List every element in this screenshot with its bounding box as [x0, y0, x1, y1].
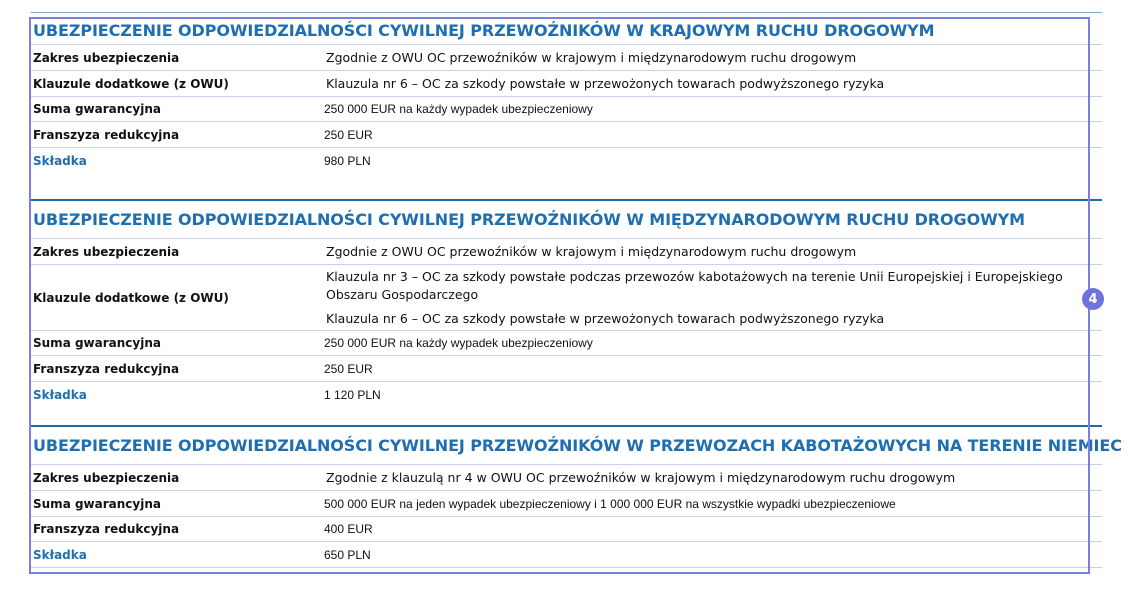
row-label: Składka — [33, 153, 87, 168]
table-row-skladka — [31, 381, 1102, 407]
row-label: Klauzule dodatkowe (z OWU) — [33, 290, 229, 305]
row-label: Zakres ubezpieczenia — [33, 470, 180, 485]
top-divider — [31, 12, 1102, 13]
section-title: UBEZPIECZENIE ODPOWIEDZIALNOŚCI CYWILNEJ PRZEWOŹNIKÓW W KRAJOWYM RUCHU DROGOWYM — [33, 21, 935, 40]
table-row-franszyza — [31, 121, 1102, 147]
row-label: Suma gwarancyjna — [33, 496, 161, 511]
table-row-zakres — [31, 44, 1102, 70]
row-label: Zakres ubezpieczenia — [33, 244, 180, 259]
row-label: Suma gwarancyjna — [33, 102, 161, 116]
section-title: UBEZPIECZENIE ODPOWIEDZIALNOŚCI CYWILNEJ PRZEWOŹNIKÓW W MIĘDZYNARODOWYM RUCHU DROGOWYM — [33, 210, 1025, 229]
row-value: 250 EUR — [324, 361, 373, 376]
row-value: 250 EUR — [324, 127, 373, 142]
table-row-franszyza — [31, 355, 1102, 381]
table-row-klauzule — [31, 70, 1102, 96]
klauzula-line: Klauzula nr 3 – OC za szkody powstałe podczas przewozów kabotażowych na terenie Unii Europejskiej i Europejskiego Obszaru Gospodarczego — [326, 268, 1063, 302]
row-value: 1 120 PLN — [324, 387, 381, 402]
row-label: Klauzule dodatkowe (z OWU) — [33, 76, 229, 91]
table-row-zakres — [31, 464, 1102, 490]
section-krajowy — [31, 18, 1102, 173]
row-value-list — [324, 266, 1086, 330]
section-title: UBEZPIECZENIE ODPOWIEDZIALNOŚCI CYWILNEJ PRZEWOŹNIKÓW W PRZEWOZACH KABOTAŻOWYCH NA TERENIE NIEMIEC — [33, 436, 1122, 455]
row-value: 400 EUR — [324, 522, 373, 536]
section-miedzynarodowy — [31, 199, 1102, 407]
row-label: Składka — [33, 387, 87, 402]
table-row-suma — [31, 96, 1102, 121]
row-label: Franszyza redukcyjna — [33, 522, 180, 536]
row-label: Franszyza redukcyjna — [33, 127, 180, 142]
table-row-skladka — [31, 541, 1102, 567]
row-value: Zgodnie z OWU OC przewoźników w krajowym i międzynarodowym ruchu drogowym — [326, 244, 857, 259]
section-divider — [31, 567, 1102, 568]
row-value: Zgodnie z OWU OC przewoźników w krajowym i międzynarodowym ruchu drogowym — [326, 50, 857, 65]
row-value: 500 000 EUR na jeden wypadek ubezpieczeniowy i 1 000 000 EUR na wszystkie wypadki ubezpieczeniowe — [324, 496, 896, 511]
row-value: 980 PLN — [324, 153, 371, 168]
table-row-suma — [31, 330, 1102, 355]
row-label: Składka — [33, 547, 87, 562]
row-value: 650 PLN — [324, 547, 371, 562]
table-row-suma — [31, 490, 1102, 516]
row-value: Klauzula nr 6 – OC za szkody powstałe w przewożonych towarach podwyższonego ryzyka — [326, 76, 885, 91]
table-row-franszyza — [31, 516, 1102, 541]
row-value: 250 000 EUR na każdy wypadek ubezpieczeniowy — [324, 102, 593, 116]
row-label: Franszyza redukcyjna — [33, 361, 180, 376]
row-value: Zgodnie z klauzulą nr 4 w OWU OC przewoźników w krajowym i międzynarodowym ruchu drogowym — [326, 470, 956, 485]
table-row-zakres — [31, 238, 1102, 264]
annotation-marker: 4 — [1082, 288, 1104, 310]
section-kabotaz-niemcy — [31, 425, 1122, 568]
row-label: Zakres ubezpieczenia — [33, 50, 180, 65]
klauzula-line: Klauzula nr 6 – OC za szkody powstałe w przewożonych towarach podwyższonego ryzyka — [326, 310, 885, 326]
row-label: Suma gwarancyjna — [33, 336, 161, 350]
table-row-skladka — [31, 147, 1102, 173]
row-value: 250 000 EUR na każdy wypadek ubezpieczeniowy — [324, 336, 593, 350]
table-row-klauzule — [31, 264, 1102, 330]
